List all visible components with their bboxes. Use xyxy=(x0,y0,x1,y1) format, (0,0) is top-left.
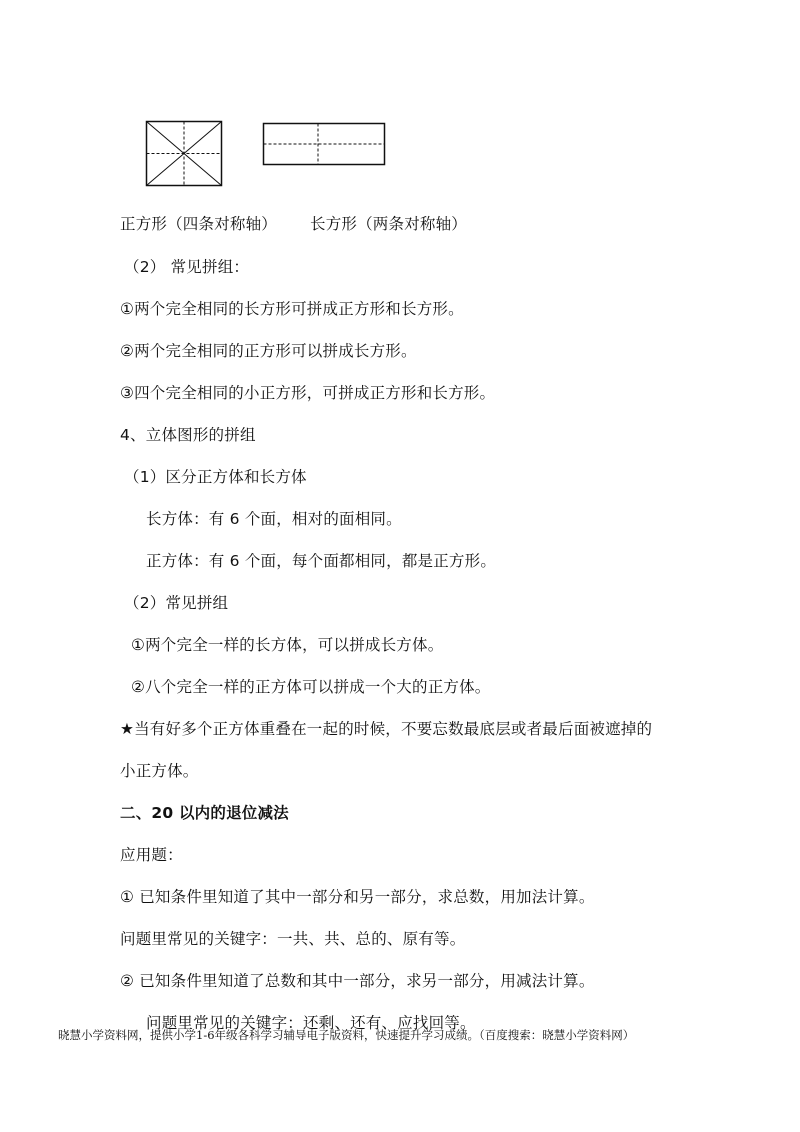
list-item: ①两个完全一样的长方体，可以拼成长方体。 xyxy=(131,636,444,654)
definition-cuboid: 长方体：有 6 个面，相对的面相同。 xyxy=(146,510,402,528)
list-item: ① 已知条件里知道了其中一部分和另一部分，求总数，用加法计算。 xyxy=(120,888,595,906)
list-item: ②八个完全一样的正方体可以拼成一个大的正方体。 xyxy=(131,678,491,696)
subheading-common-combos: （2） 常见拼组： xyxy=(124,258,250,276)
list-item: ② 已知条件里知道了总数和其中一部分，求另一部分，用减法计算。 xyxy=(120,972,595,990)
list-item: ①两个完全相同的长方形可拼成正方形和长方形。 xyxy=(120,300,464,318)
subheading-distinguish: （1）区分正方体和长方体 xyxy=(124,468,307,486)
page-footer: 晓慧小学资料网，提供小学1-6年级各科学习辅导电子版资料，快速提升学习成绩。（百度搜索：晓慧小学资料网） xyxy=(58,1028,635,1042)
symmetry-figures xyxy=(0,0,800,200)
square-caption: 正方形（四条对称轴） xyxy=(120,215,278,233)
note-star: ★当有好多个正方体重叠在一起的时候，不要忘数最底层或者最后面被遮掉的 xyxy=(120,720,653,738)
note-star-continued: 小正方体。 xyxy=(120,762,199,780)
definition-cube: 正方体：有 6 个面，每个面都相同，都是正方形。 xyxy=(146,552,497,570)
section-heading-subtraction: 二、20 以内的退位减法 xyxy=(120,804,289,822)
section-heading-solid-figures: 4、立体图形的拼组 xyxy=(120,426,256,444)
square-figure xyxy=(147,122,222,186)
list-item: ③四个完全相同的小正方形，可拼成正方形和长方形。 xyxy=(120,384,496,402)
rectangle-figure xyxy=(264,124,385,165)
rectangle-caption: 长方形（两条对称轴） xyxy=(310,215,468,233)
keywords-line: 问题里常见的关键字：还剩、还有、应找回等。 xyxy=(146,1014,476,1032)
keywords-line: 问题里常见的关键字：一共、共、总的、原有等。 xyxy=(120,930,466,948)
list-item: ②两个完全相同的正方形可以拼成长方形。 xyxy=(120,342,417,360)
subheading-word-problems: 应用题： xyxy=(120,846,183,864)
subheading-common-combos-2: （2）常见拼组 xyxy=(124,594,229,612)
